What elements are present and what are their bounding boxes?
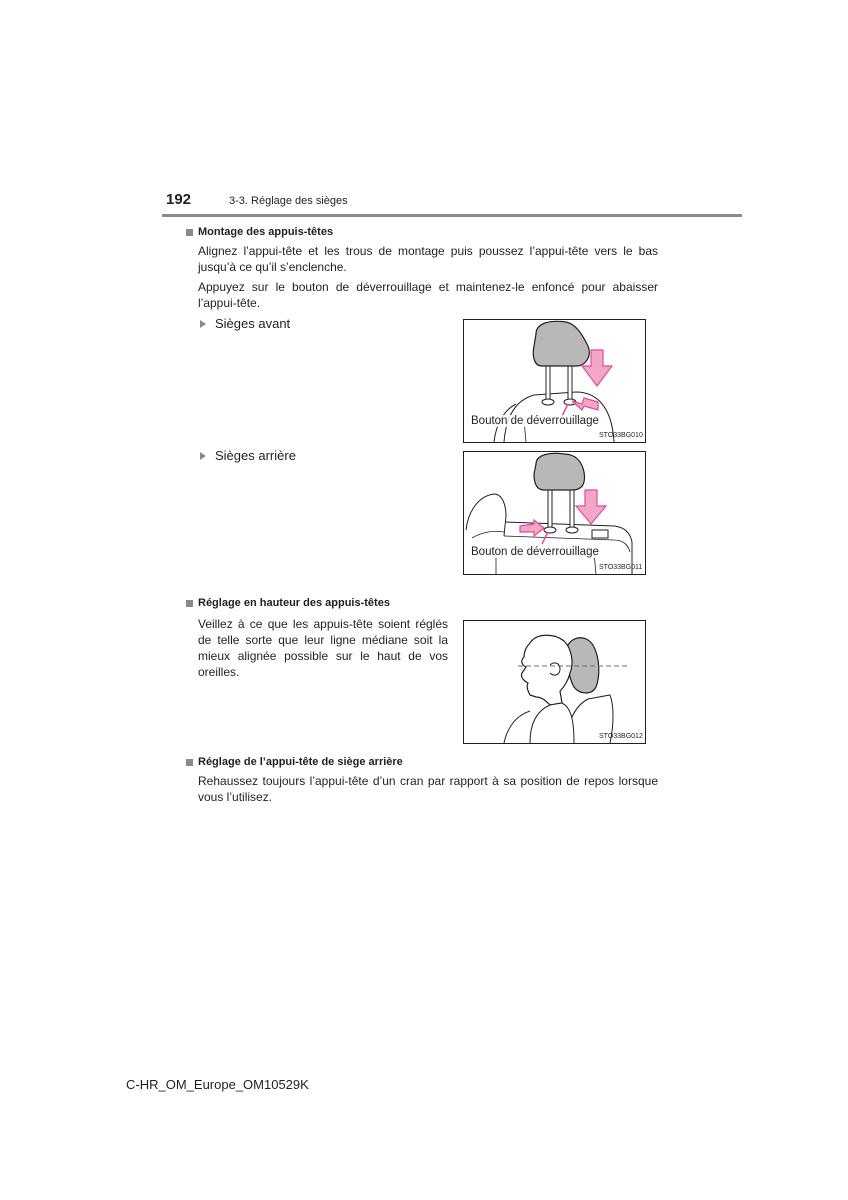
paragraph: Rehaussez toujours l’appui-tête d’un cran par rapport à sa position de repos lorsque vous l’utilisez.	[198, 774, 658, 804]
square-bullet-icon	[186, 229, 193, 236]
page-number: 192	[166, 191, 192, 208]
figure-front-seat-headrest	[463, 319, 646, 443]
figure-callout-label: Bouton de déverrouillage	[471, 546, 599, 558]
paragraph: Veillez à ce que les appuis-tête soient réglés de telle sorte que leur ligne médiane soit la mieux alignée possible sur le haut de vos oreilles.	[198, 617, 448, 679]
square-bullet-icon	[186, 600, 193, 607]
section-title: Montage des appuis-têtes	[198, 226, 334, 238]
figure-code: STO33BG010	[599, 432, 643, 439]
figure-code: STO33BG011	[599, 564, 643, 571]
paragraph: Appuyez sur le bouton de déverrouillage et maintenez-le enfoncé pour abaisser l’appui-tête.	[198, 280, 658, 310]
paragraph: Alignez l’appui-tête et les trous de montage puis poussez l’appui-tête vers le bas jusqu’à ce qu’il s’enclenche.	[198, 244, 658, 274]
head-alignment-illustration	[464, 621, 645, 743]
figure-rear-seat-headrest	[463, 451, 646, 575]
triangle-bullet-icon	[200, 320, 206, 328]
document-id: C-HR_OM_Europe_OM10529K	[126, 1077, 309, 1092]
figure-head-alignment	[463, 620, 646, 744]
list-item-label: Sièges arrière	[215, 448, 296, 463]
triangle-bullet-icon	[200, 452, 206, 460]
list-item-rear-seats	[200, 448, 296, 463]
section-heading-mounting	[186, 226, 333, 238]
figure-code: STO33BG012	[599, 733, 643, 740]
list-item-front-seats	[200, 316, 290, 331]
square-bullet-icon	[186, 759, 193, 766]
section-title: Réglage de l’appui-tête de siège arrière	[198, 756, 403, 768]
section-reference: 3-3. Réglage des sièges	[229, 195, 348, 207]
section-title: Réglage en hauteur des appuis-têtes	[198, 597, 390, 609]
header-rule	[162, 214, 742, 217]
section-heading-rear-headrest	[186, 756, 403, 768]
figure-callout-label: Bouton de déverrouillage	[471, 415, 599, 427]
list-item-label: Sièges avant	[215, 316, 291, 331]
section-heading-height-adjust	[186, 597, 390, 609]
